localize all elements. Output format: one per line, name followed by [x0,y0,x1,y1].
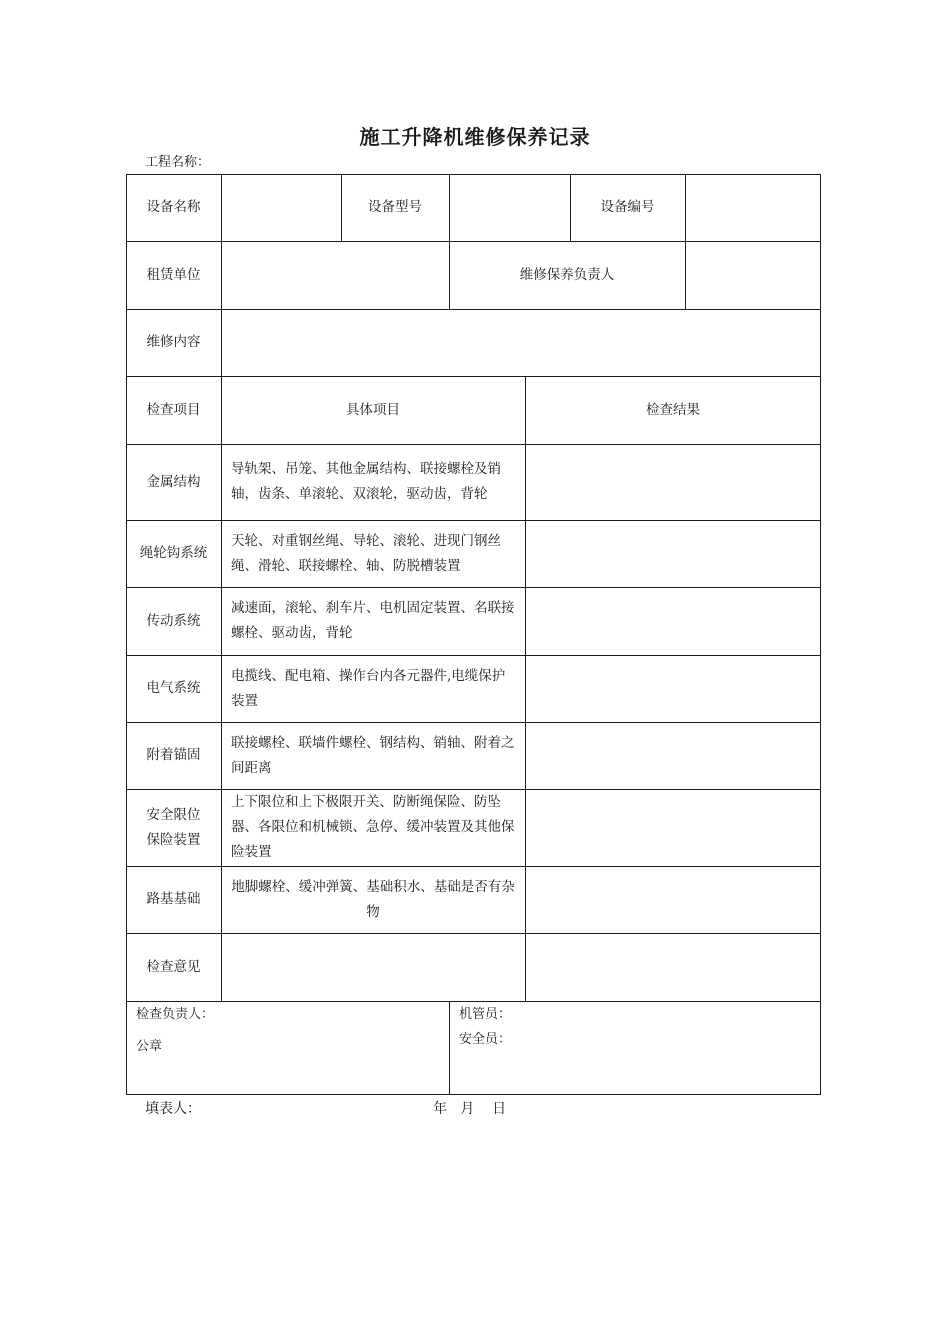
row-detail-electrical: 电揽线、配电箱、操作台内各元器件,电缆保护装置 [231,667,506,709]
row-detail-transmission: 减速面，滚轮、刹车片、电机固定装置、名联接螺栓、驱动齿，背轮 [231,600,515,641]
row-item-anchor: 附着锚固 [146,747,201,763]
row-detail-safety: 上下限位和上下极限开关、防断绳保险、防坠器、各限位和机械锁、急停、缓冲装置及其他保险装置 [231,794,515,860]
row-result-metal[interactable] [525,444,821,520]
row-item-safety-line2: 保险装置 [146,831,201,848]
row-result-foundation[interactable] [525,866,821,933]
maintenance-person-value[interactable] [685,241,821,309]
row-item-electrical: 电气系统 [146,680,201,696]
device-number-label: 设备编号 [600,199,655,215]
seal-label: 公章 [136,1039,163,1054]
row-result-electrical[interactable] [525,655,821,722]
project-name-label: 工程名称： [145,155,211,170]
opinion-value-extra[interactable] [525,933,821,1001]
maintenance-person-label: 维修保养负责人 [519,266,615,283]
device-number-value[interactable] [685,174,821,241]
row-result-anchor[interactable] [525,722,821,789]
row-item-safety [126,789,221,866]
device-model-label: 设备型号 [368,199,422,215]
row-result-rope[interactable] [525,520,821,587]
machine-manager-label: 机管员： [459,1007,512,1022]
filler-label: 填表人： [145,1101,201,1117]
row-item-foundation: 路基基础 [146,891,201,907]
date-label: 年 月 日 [433,1101,507,1117]
device-name-value[interactable] [221,174,341,241]
inspection-result-header: 检查结果 [646,401,700,418]
opinion-label: 检查意见 [146,958,201,975]
row-item-transmission: 传动系统 [146,612,201,629]
device-model-value[interactable] [449,174,570,241]
lessor-label: 租赁单位 [146,266,201,283]
row-item-safety-line1: 安全限位 [146,806,201,823]
row-detail-anchor: 联接螺栓、联墙件螺栓、钢结构、销轴、附着之间距离 [231,734,515,776]
maintenance-content-value[interactable] [221,309,821,376]
maintenance-content-label: 维修内容 [146,334,201,350]
row-result-transmission[interactable] [525,587,821,655]
inspector-label: 检查负责人： [136,1007,215,1022]
page-title: 施工升降机维修保养记录 [359,125,591,149]
safety-officer-label: 安全员： [459,1032,512,1047]
inspection-item-header: 检查项目 [146,401,201,418]
lessor-value[interactable] [221,241,449,309]
row-detail-foundation: 地脚螺栓、缓冲弹簧、基础积水、基础是否有杂物 [231,878,515,920]
row-result-safety[interactable] [525,789,821,866]
device-name-label: 设备名称 [146,199,201,215]
row-detail-metal: 导轨架、吊笼、其他金属结构、联接螺栓及销轴，齿条、单滚轮、双滚轮，驱动齿，背轮 [231,461,501,502]
row-detail-rope: 天轮、对重钢丝绳、导轮、滚轮、进现门钢丝绳、滑轮、联接螺栓、轴、防脱槽装置 [231,532,501,574]
opinion-value[interactable] [221,933,525,1001]
specific-item-header: 具体项目 [346,401,400,418]
row-item-metal: 金属结构 [146,473,201,490]
row-item-rope: 绳轮钩系统 [139,545,208,561]
